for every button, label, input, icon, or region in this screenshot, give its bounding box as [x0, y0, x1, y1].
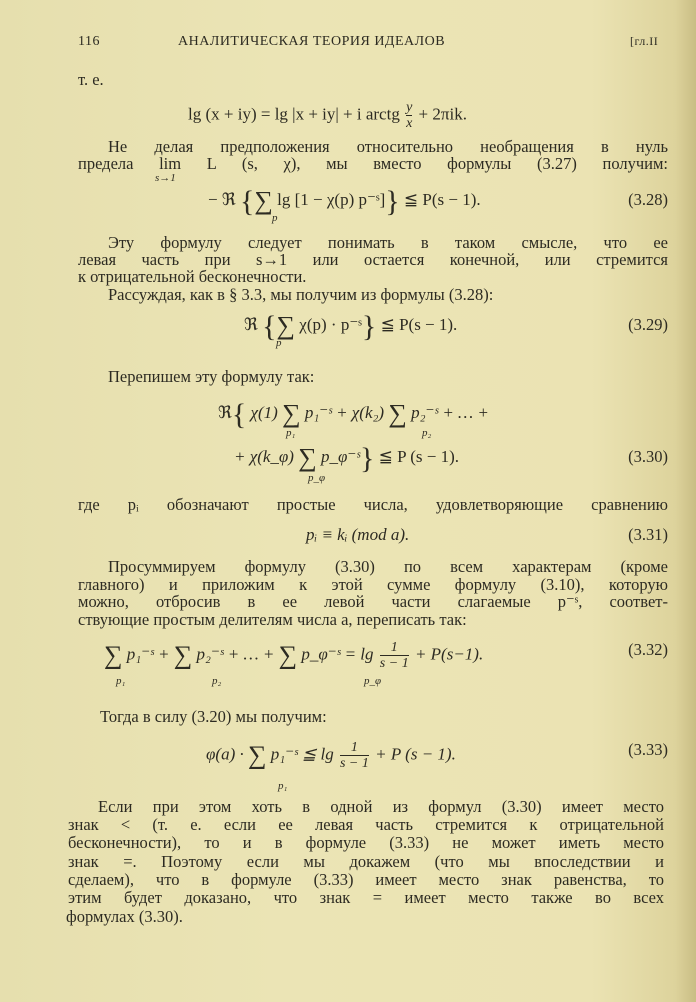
formula-part: p₁⁻ˢ + χ(k₂) — [304, 403, 385, 422]
text-line: сделаем), что в формуле (3.33) имеет место знак равенства, то — [68, 870, 664, 889]
numerator: 1 — [380, 640, 409, 656]
text-line: формулах (3.30). — [66, 907, 183, 926]
text-line: предела lim L (s, χ), мы вместо формулы (3.27) получим: — [78, 154, 668, 173]
sum-index: p₂ — [212, 675, 222, 687]
formula-3-30-line1 — [218, 398, 489, 431]
formula-part: p₁⁻ˢ + — [126, 644, 170, 664]
equation-number: (3.29) — [628, 315, 668, 334]
formula-part: ≦ P (s − 1). — [378, 447, 459, 466]
formula-3-28 — [208, 185, 481, 218]
formula-3-30-line2 — [234, 442, 459, 475]
sum-index: p₁ — [116, 675, 126, 687]
text-line: знак =. Поэтому если мы докажем (что мы впоследствии и — [68, 852, 664, 871]
text-line: Перепишем эту формулу так: — [108, 367, 315, 386]
equation-number: (3.28) — [628, 190, 668, 209]
formula-part: lg (x + iy) = lg |x + iy| + i arctg — [188, 104, 400, 124]
denominator: x — [406, 116, 413, 131]
sum-index: p_φ — [308, 472, 326, 484]
denominator: s − 1 — [339, 756, 369, 771]
sum-sign: ∑ — [276, 311, 296, 340]
formula-part: p₂⁻ˢ + … + — [196, 644, 275, 664]
formula-part: p₂⁻ˢ + … + — [411, 403, 489, 422]
text-line: Если при этом хоть в одной из формул (3.30) имеет место — [98, 797, 664, 816]
sum-sign: ∑ — [298, 443, 317, 472]
text-line: знак < (т. е. если ее левая часть стремится к отрицательной — [68, 815, 664, 834]
sum-sign: ∑ — [278, 640, 298, 670]
formula-part: p_φ⁻ˢ — [321, 447, 360, 466]
text-line: ствующие простым делителям числа a, переписать так: — [78, 610, 467, 629]
formula-part: ≦ P(s − 1). — [380, 315, 458, 334]
running-title: АНАЛИТИЧЕСКАЯ ТЕОРИЯ ИДЕАЛОВ — [178, 34, 446, 49]
text-line: Тогда в силу (3.20) мы получим: — [100, 707, 327, 726]
formula-3-29 — [244, 310, 458, 343]
text-line: можно, отбросив в ее левой части слагаемые p⁻ˢ, соответ- — [78, 592, 668, 611]
sum-index: p — [272, 212, 278, 224]
formula-part: + χ(k_φ) — [234, 447, 294, 466]
formula-part: + P (s − 1). — [375, 744, 456, 764]
sum-index: p₂ — [422, 427, 432, 439]
numerator: y — [406, 100, 413, 115]
sum-sign: ∑ — [247, 740, 267, 770]
sum-sign: ∑ — [104, 640, 123, 670]
sum-index: p_φ — [364, 675, 382, 687]
equation-number: (3.31) — [628, 525, 668, 544]
page-number: 116 — [78, 34, 100, 49]
text-line: главного) и приложим к этой сумме формулу (3.10), которую — [78, 575, 668, 594]
formula-part: + P(s−1). — [414, 644, 484, 664]
formula-part: ≦ P(s − 1). — [403, 190, 481, 209]
fraction — [406, 100, 412, 131]
brace: { — [239, 185, 255, 218]
sum-index: p₁ — [286, 427, 296, 439]
text-line: этим будет доказано, что знак = имеет место также во всех — [68, 888, 664, 907]
fraction — [340, 740, 369, 771]
brace: { — [262, 310, 277, 343]
text-line: Просуммируем формулу (3.30) по всем характерам (кроме — [108, 557, 668, 576]
formula-part: + 2πik. — [418, 104, 467, 124]
text-line: бесконечности), то и в формуле (3.33) не может иметь место — [68, 833, 664, 852]
numerator: 1 — [340, 740, 369, 756]
text-line: т. е. — [78, 70, 104, 89]
chapter-label: [гл.II — [630, 34, 659, 48]
formula-part: χ(p) · p⁻ˢ — [299, 315, 362, 334]
formula-part: lg [1 − χ(p) p⁻ˢ] — [277, 190, 386, 209]
sum-sign: ∑ — [173, 640, 193, 670]
brace: } — [361, 310, 377, 343]
text-line: левая часть при s→1 или остается конечной, или стремится — [78, 250, 668, 269]
formula-part: p₁⁻ˢ ≦ lg — [270, 744, 334, 764]
brace: } — [360, 442, 375, 475]
sum-index: p₁ — [278, 780, 288, 792]
brace: { — [231, 398, 247, 431]
text-line: где pᵢ обозначают простые числа, удовлетворяющие сравнению — [78, 495, 668, 514]
equation-number: (3.30) — [628, 447, 668, 466]
formula-part: χ(1) — [250, 403, 278, 422]
lim-subscript: s→1 — [155, 172, 176, 184]
sum-index: p — [276, 337, 282, 349]
equation-number: (3.32) — [628, 640, 668, 659]
formula-part: pᵢ ≡ kᵢ (mod a). — [306, 525, 410, 544]
sum-sign: ∑ — [254, 186, 273, 215]
text-line: Эту формулу следует понимать в таком смысле, что ее — [108, 233, 668, 252]
text-line: к отрицательной бесконечности. — [78, 267, 307, 286]
text-line: Рассуждая, как в § 3.3, мы получим из формулы (3.28): — [108, 285, 494, 304]
formula-part: − ℜ — [208, 190, 236, 209]
text-line: Не делая предположения относительно необращения в нуль — [108, 137, 668, 156]
formula-3-31 — [306, 525, 409, 545]
formula-3-32 — [104, 640, 483, 671]
fraction — [380, 640, 409, 671]
sum-sign: ∑ — [282, 399, 301, 428]
formula-part: φ(a) · — [206, 744, 244, 764]
formula-log — [188, 100, 467, 131]
brace: } — [385, 185, 400, 218]
formula-part: ℜ — [244, 315, 258, 334]
equation-number: (3.33) — [628, 740, 668, 759]
formula-part: ℜ — [218, 403, 232, 422]
formula-3-33 — [206, 740, 456, 771]
formula-part: p_φ⁻ˢ = lg — [301, 644, 374, 664]
sum-sign: ∑ — [388, 399, 407, 428]
denominator: s − 1 — [379, 656, 409, 671]
